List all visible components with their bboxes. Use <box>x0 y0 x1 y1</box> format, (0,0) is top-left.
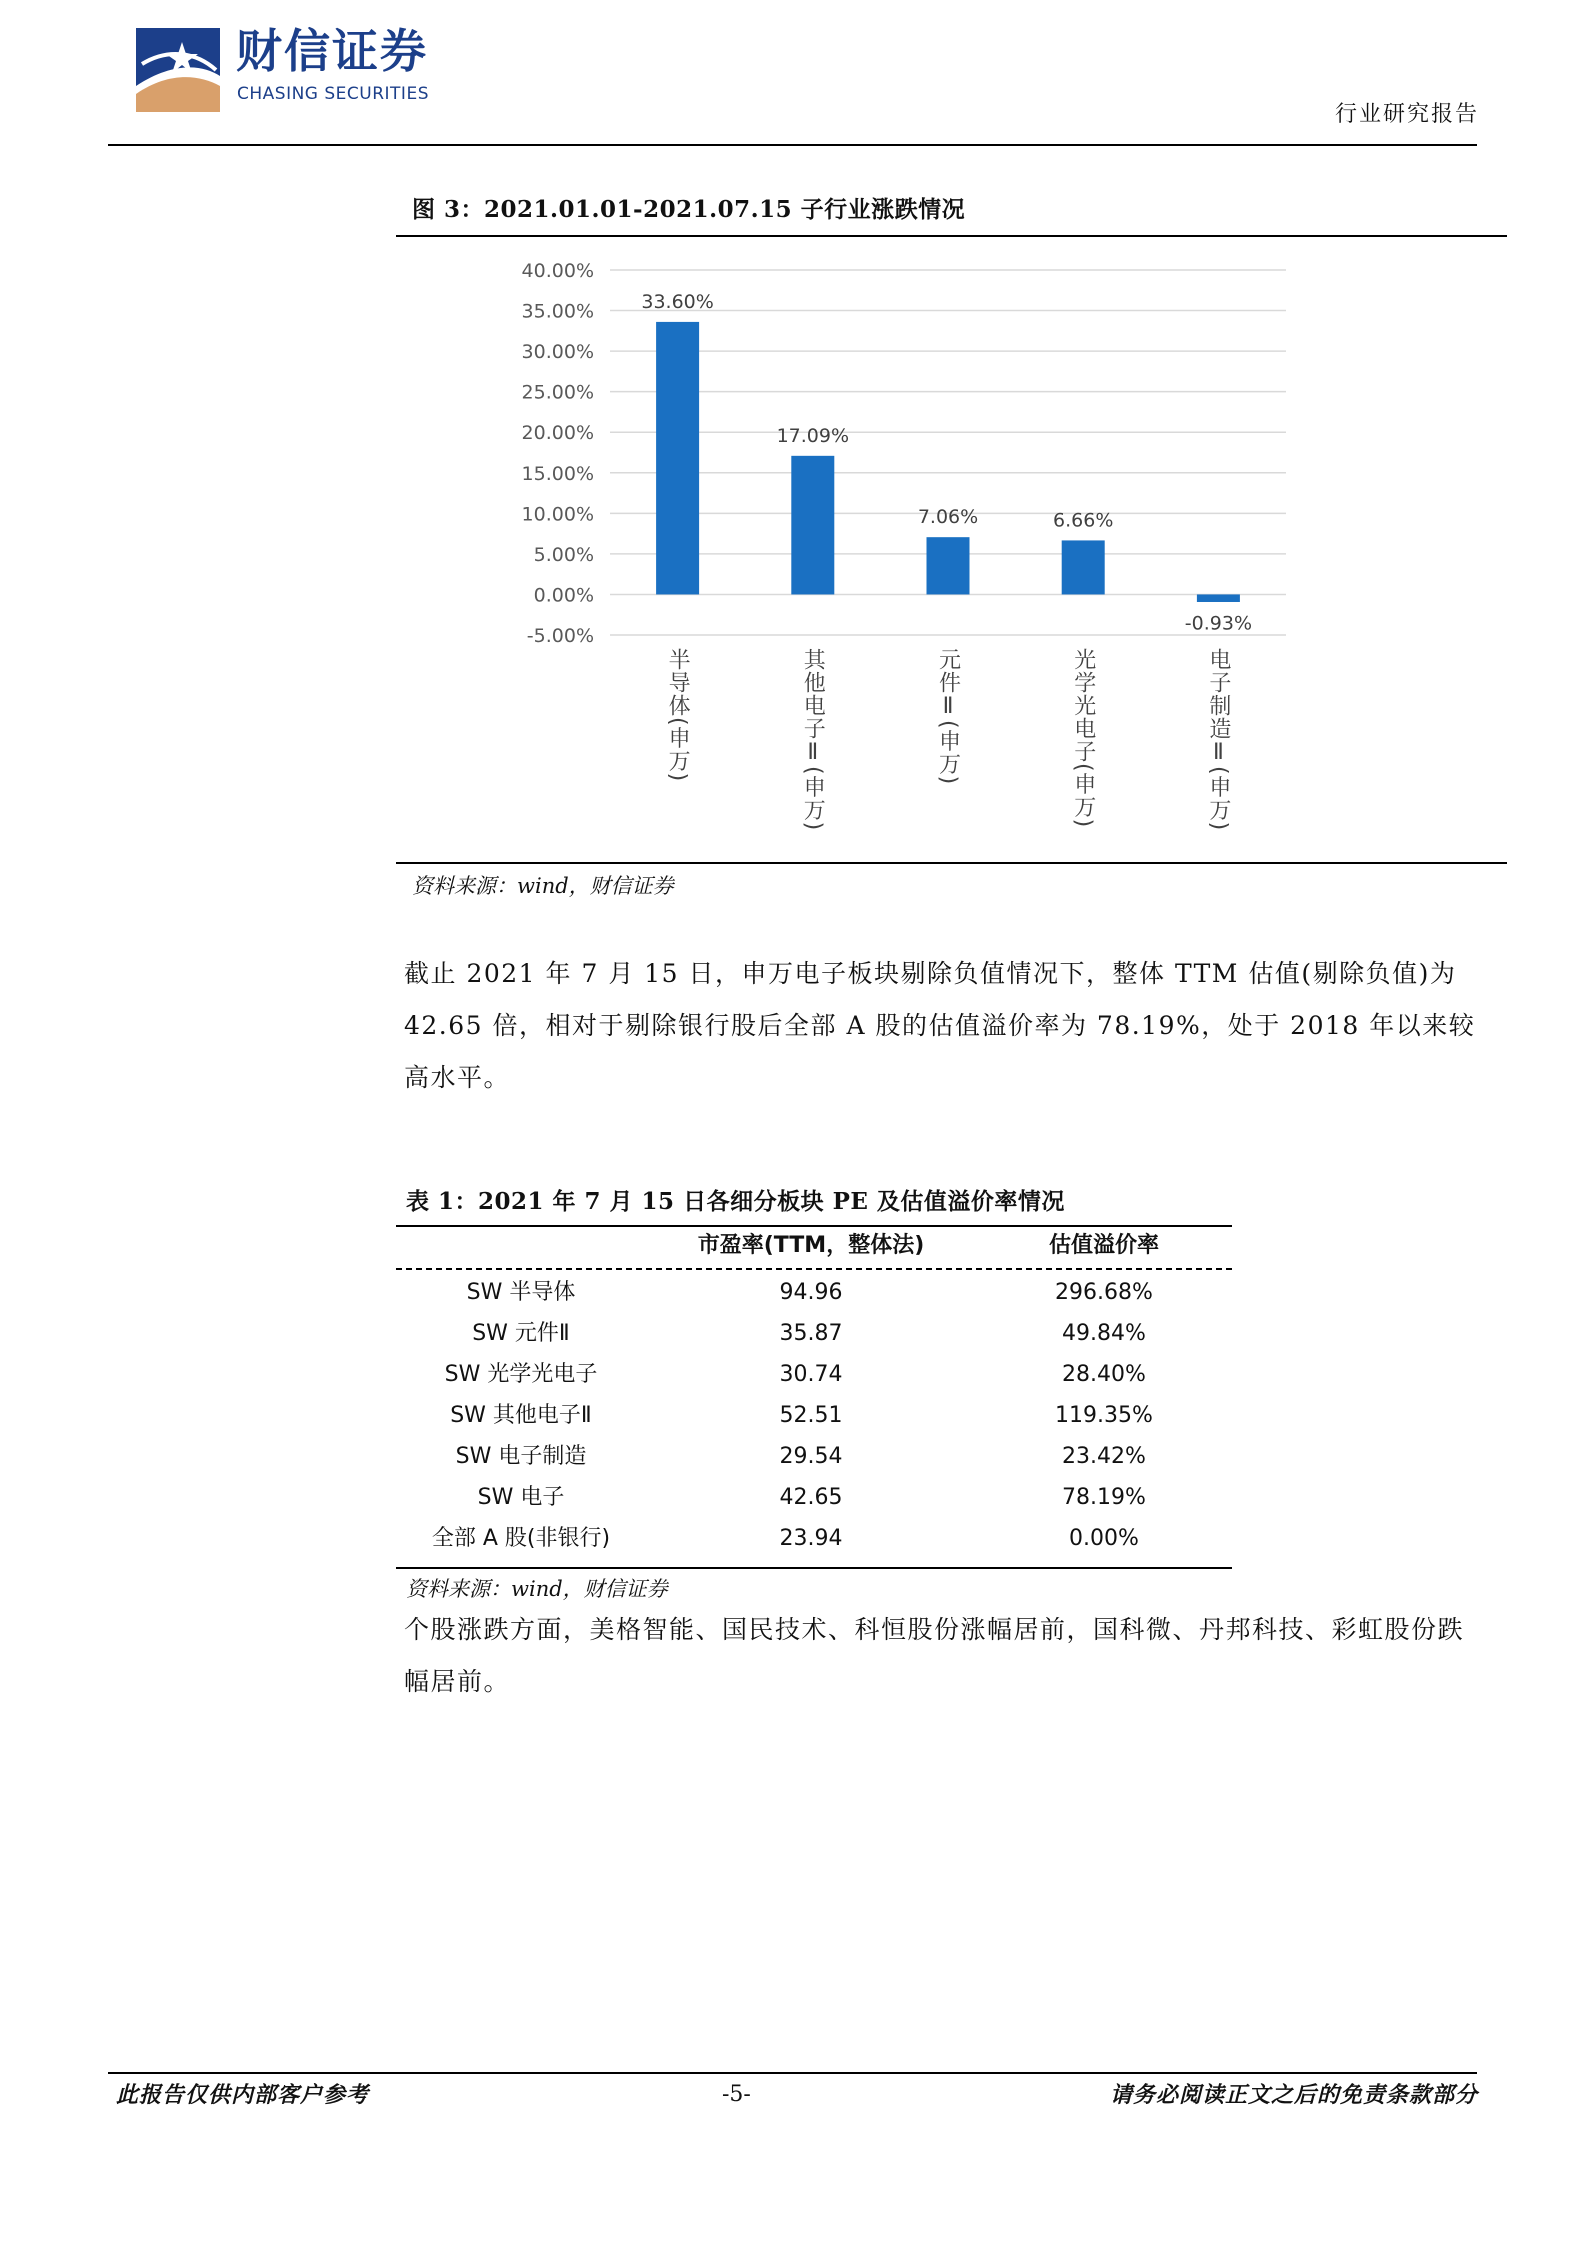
y-tick-label: 30.00% <box>521 341 594 364</box>
y-tick-label: -5.00% <box>526 625 594 647</box>
bar <box>1197 594 1240 602</box>
x-category-label: 其他电子Ⅱ(申万) <box>800 648 826 832</box>
bar <box>927 537 970 594</box>
table-cell-premium: 119.35% <box>1055 1403 1153 1428</box>
bar <box>791 456 834 595</box>
y-tick-label: 35.00% <box>521 300 594 323</box>
table-cell-sector: 全部 A 股(非银行) <box>431 1526 611 1551</box>
body-paragraph-valuation: 截止 2021 年 7 月 15 日，申万电子板块剔除负值情况下，整体 TTM 估值(剔除负值)为 42.65 倍，相对于剔除银行股后全部 A 股的估值溢价率为 78.19%，处于 2018 年以来较高水平。 <box>404 959 1476 1092</box>
table-cell-sector: SW 其他电子Ⅱ <box>450 1403 592 1428</box>
chart-x-categories <box>665 648 1231 831</box>
table-cell-premium: 0.00% <box>1069 1526 1139 1551</box>
table-cell-premium: 28.40% <box>1062 1362 1146 1387</box>
table-cell-premium: 23.42% <box>1062 1444 1146 1469</box>
y-tick-label: 10.00% <box>521 503 594 526</box>
table-cell-premium: 49.84% <box>1062 1321 1146 1346</box>
table-cell-sector: SW 电子 <box>477 1485 565 1510</box>
table-cell-pe: 42.65 <box>779 1485 843 1510</box>
y-tick-label: 0.00% <box>533 584 594 607</box>
data-label: 17.09% <box>776 424 850 447</box>
x-category-label: 半导体(申万) <box>665 648 691 783</box>
table-cell-sector: SW 元件Ⅱ <box>472 1321 570 1346</box>
company-logo-mark <box>132 24 224 116</box>
figure-top-rule <box>396 235 1507 237</box>
x-category-label: 电子制造Ⅱ(申万) <box>1205 648 1231 832</box>
chart-y-ticks <box>522 260 594 647</box>
table-row <box>396 1354 1232 1395</box>
table-cell-pe: 52.51 <box>779 1403 843 1428</box>
table-top-rule <box>396 1225 1232 1227</box>
table-cell-premium: 78.19% <box>1062 1485 1146 1510</box>
table-cell-premium: 296.68% <box>1055 1280 1153 1305</box>
bar-chart <box>396 240 1507 860</box>
table-row <box>396 1477 1232 1518</box>
company-name-cn: 财信证券 <box>236 24 428 78</box>
y-tick-label: 20.00% <box>521 422 594 445</box>
table-row <box>396 1272 1232 1313</box>
table-header-rule <box>396 1268 1232 1270</box>
footer-divider <box>108 2072 1477 2074</box>
bar <box>1062 540 1105 594</box>
x-category-label: 元件Ⅱ(申万) <box>935 648 961 786</box>
table-row <box>396 1313 1232 1354</box>
table-cell-pe: 94.96 <box>779 1280 843 1305</box>
bar <box>656 322 699 595</box>
table-header-pe: 市盈率(TTM，整体法) <box>697 1233 925 1258</box>
table-caption: 表 1：2021 年 7 月 15 日各细分板块 PE 及估值溢价率情况 <box>406 1188 1065 1215</box>
table-header-premium: 估值溢价率 <box>1048 1233 1159 1258</box>
table-bottom-rule <box>396 1567 1232 1569</box>
footer-disclaimer-right: 请务必阅读正文之后的免责条款部分 <box>1109 2082 1478 2108</box>
body-paragraph-stocks: 个股涨跌方面，美格智能、国民技术、科恒股份涨幅居前，国科微、丹邦科技、彩虹股份跌幅居前。 <box>404 1615 1465 1696</box>
table-cell-sector: SW 半导体 <box>466 1280 576 1305</box>
data-label: 6.66% <box>1053 509 1114 532</box>
table-cell-pe: 23.94 <box>779 1526 843 1551</box>
table-cell-pe: 30.74 <box>779 1362 843 1387</box>
table-source: 资料来源：wind，财信证券 <box>406 1577 668 1601</box>
figure-bottom-rule <box>396 862 1507 864</box>
data-label: 7.06% <box>917 506 979 529</box>
y-tick-label: 40.00% <box>521 260 594 282</box>
y-tick-label: 25.00% <box>521 381 594 404</box>
chart-bars <box>656 322 1240 602</box>
y-tick-label: 15.00% <box>521 462 594 485</box>
table-row <box>396 1518 1232 1559</box>
table-cell-pe: 29.54 <box>779 1444 843 1469</box>
data-label: 33.60% <box>641 290 714 313</box>
y-tick-label: 5.00% <box>533 543 594 566</box>
table-cell-pe: 35.87 <box>779 1321 843 1346</box>
table-cell-sector: SW 光学光电子 <box>444 1362 598 1387</box>
footer-disclaimer-left: 此报告仅供内部客户参考 <box>116 2082 370 2108</box>
company-name-en: CHASING SECURITIES <box>237 84 429 104</box>
table-row <box>396 1436 1232 1477</box>
figure-source: 资料来源：wind，财信证券 <box>412 874 674 898</box>
table-row <box>396 1395 1232 1436</box>
data-label: -0.93% <box>1184 612 1253 635</box>
figure-caption: 图 3：2021.01.01-2021.07.15 子行业涨跌情况 <box>412 196 966 223</box>
x-category-label: 光学光电子(申万) <box>1070 648 1096 829</box>
page-number: -5- <box>722 2082 751 2107</box>
report-type: 行业研究报告 <box>1334 102 1479 127</box>
header-divider <box>108 144 1477 146</box>
table-cell-sector: SW 电子制造 <box>455 1444 587 1469</box>
